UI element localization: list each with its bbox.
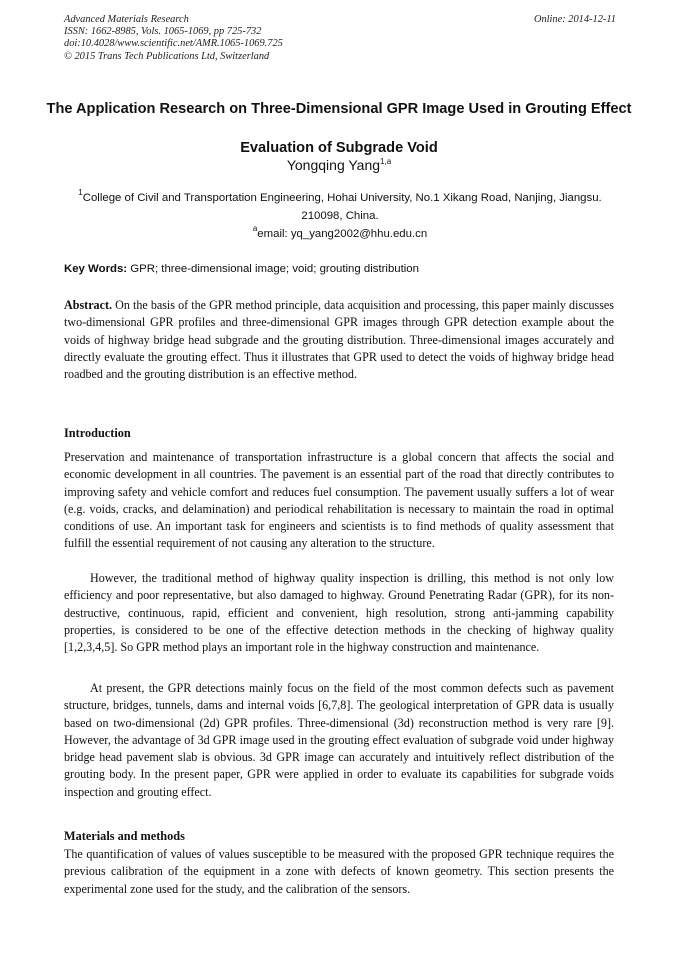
author-superscript: 1,a [380,157,392,166]
keywords-text: GPR; three-dimensional image; void; grouting distribution [130,263,419,275]
journal-doi: doi:10.4028/www.scientific.net/AMR.1065-1069.725 [64,38,283,50]
paper-title: The Application Research on Three-Dimensional GPR Image Used in Grouting Effect Evaluation of Subgrade Void [46,101,632,156]
materials-paragraph: The quantification of values of values susceptible to be measured with the proposed GPR technique requires the previous calibration of the equipment in a zone with defects of known geometry. This section presents the experimental zone used for the study, and the calibration of the sensors. [64,847,614,896]
online-date: Online: 2014-12-11 [533,14,616,25]
abstract-label: Abstract. [64,298,113,312]
journal-name: Advanced Materials Research [64,14,189,25]
affiliation-text: College of Civil and Transportation Engineering, Hohai University, No.1 Xikang Road, Nanjing, Jiangsu. 210098, China. [82,192,602,222]
affiliation-superscript: 1 [78,188,83,197]
journal-header [64,14,616,63]
intro-paragraph-1: Preservation and maintenance of transportation infrastructure is a global concern that affects the social and economic development in all countries. The pavement is an essential part of the road that directly contributes to improving safety and vehicle comfort and reduces fuel consumption. The pavement usually suffers a lot of wear (e.g. voids, cracks, and delamination) and periodical rehabilitation is necessary to maintain the road in optimal conditions of use. An important task for engineers and scientists is to find methods of quality assessment that fulfill the essential requirement of not causing any alteration to the structure. [64,450,614,551]
intro-paragraph-3: At present, the GPR detections mainly focus on the field of the most common defects such as pavement structure, bridges, tunnels, dams and internal voids [6,7,8]. The geological interpretation of GPR data is usually based on two-dimensional (2d) GPR profiles. Three-dimensional (3d) reconstruction method is very rare [9]. However, the advantage of 3d GPR image used in the grouting effect evaluation of subgrade void under highway bridge head pavement slab is obvious. 3d GPR image can accurately and intuitively reflect distribution of the grouting body. In the present paper, GPR were applied in order to evaluate its capabilities for subgrade voids inspection and grouting effect. [64,681,614,799]
author-line [0,157,678,173]
journal-copyright: © 2015 Trans Tech Publications Ltd, Switzerland [64,50,270,62]
materials-heading: Materials and methods [64,829,185,843]
abstract-paragraph [64,297,614,383]
author-name: Yongqing Yang [286,157,381,173]
introduction-heading: Introduction [64,426,131,440]
affiliation [64,189,616,243]
email-superscript: a [252,224,258,233]
author-email: email: yq_yang2002@hhu.edu.cn [257,228,428,240]
abstract-text: On the basis of the GPR method principle, data acquisition and processing, this paper mainly discusses two-dimensional GPR profiles and three-dimensional GPR images through GPR detection example about the voids of highway bridge head subgrade and the grouting distribution. Three-dimensional images accurately and directly evaluate the grouting effect. Thus it illustrates that GPR used to detect the voids of highway bridge head roadbed and the grouting distribution is an effective method. [64,298,614,382]
keywords-line [64,263,624,275]
affiliation-address [64,189,616,225]
journal-issn: ISSN: 1662-8985, Vols. 1065-1069, pp 725-732 [64,26,262,38]
keywords-label: Key Words: [64,263,128,275]
intro-paragraph-2: However, the traditional method of highway quality inspection is drilling, this method is not only low efficiency and poor representative, but also damaged to highway. Ground Penetrating Radar (GPR), for its non-destructive, continuous, rapid, efficient and convenient, high resolution, strong anti-jamming capability properties, is considered to be one of the effective detection methods in the checking of highway quality [1,2,3,4,5]. So GPR method plays an important role in the highway construction and maintenance. [64,571,614,655]
affiliation-email-line [64,225,616,243]
